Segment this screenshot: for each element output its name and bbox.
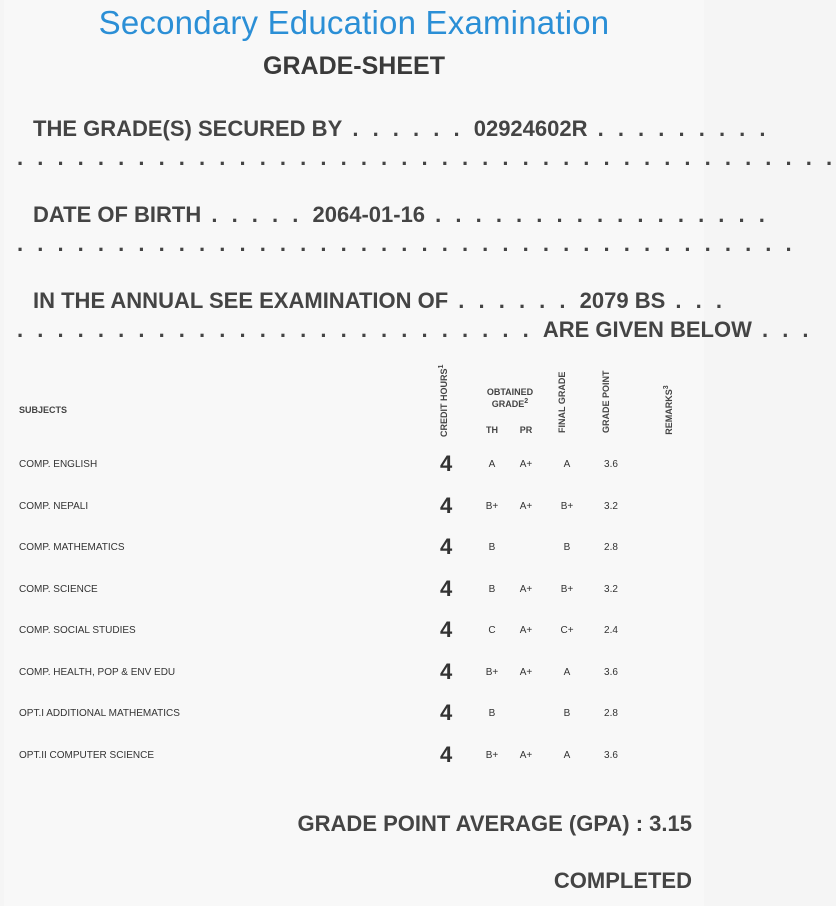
exam-label: IN THE ANNUAL SEE EXAMINATION OF <box>33 288 449 313</box>
exam-line: IN THE ANNUAL SEE EXAMINATION OF . . . . . . 2079 BS . . . <box>33 288 726 313</box>
th-grade-cell: B+ <box>485 666 499 678</box>
pr-grade-cell: A+ <box>519 666 533 678</box>
symbol-number: 02924602R <box>473 116 588 141</box>
subject-cell: OPT.I ADDITIONAL MATHEMATICS <box>19 708 180 719</box>
subjects-header: SUBJECTS <box>19 405 68 415</box>
credit-hours-cell: 4 <box>440 451 453 476</box>
pr-grade-cell: A+ <box>519 625 533 636</box>
subject-cell: COMP. SOCIAL STUDIES <box>19 625 136 636</box>
final-grade-cell: B+ <box>560 500 574 512</box>
secured-by-line: THE GRADE(S) SECURED BY . . . . . . 02924602R . . . . . . . . . <box>33 116 770 141</box>
given-below-text: ARE GIVEN BELOW <box>542 317 752 342</box>
gpa-label: GRADE POINT AVERAGE (GPA) : <box>297 811 644 836</box>
credit-hours-cell: 4 <box>440 617 453 642</box>
given-below-line: . . . . . . . . . . . . . . . . . . . . . . . . . . ARE GIVEN BELOW . . . <box>17 317 813 342</box>
subject-cell: COMP. ENGLISH <box>19 459 98 470</box>
th-grade-cell: B+ <box>485 500 499 512</box>
th-header: TH <box>486 425 498 435</box>
dob-label: DATE OF BIRTH <box>33 202 202 227</box>
grade-point-cell: 3.2 <box>604 583 618 595</box>
pr-grade-cell: A+ <box>519 583 533 595</box>
grade-point-cell: 3.6 <box>604 666 618 678</box>
credit-hours-cell: 4 <box>440 741 453 767</box>
grade-sheet-heading: GRADE-SHEET <box>263 52 445 80</box>
pr-header: PR <box>519 425 533 435</box>
table-row <box>0 576 708 604</box>
grade-point-cell: 2.8 <box>604 542 618 553</box>
th-grade-cell: B <box>488 708 496 719</box>
grade-point-cell: 3.6 <box>604 459 618 470</box>
credit-hours-cell: 4 <box>440 492 453 518</box>
obtained-grade-header: OBTAINED GRADE$^2$ <box>486 387 534 409</box>
dotted-filler: . . . . . . . . . . . . . . . . . . . . . . . . . . . . . . . . . . . . . . . . . <box>17 145 836 170</box>
table-row <box>0 534 708 562</box>
final-grade-cell: A <box>563 749 571 761</box>
th-grade-cell: A <box>488 459 496 470</box>
date-of-birth: 2064-01-16 <box>312 202 426 227</box>
th-grade-cell: B <box>488 583 496 595</box>
th-grade-cell: B+ <box>485 749 499 761</box>
credit-hours-header: CREDIT HOURS$^1$ <box>438 364 449 437</box>
final-grade-cell: B+ <box>560 583 574 595</box>
final-grade-header: FINAL GRADE <box>557 371 567 433</box>
final-grade-cell: B <box>563 542 571 553</box>
credit-hours-cell: 4 <box>440 700 453 725</box>
credit-hours-cell: 4 <box>440 534 453 559</box>
subject-cell: COMP. MATHEMATICS <box>19 542 125 553</box>
subject-cell: COMP. HEALTH, POP & ENV EDU <box>19 666 176 678</box>
grade-point-cell: 2.4 <box>604 625 618 636</box>
table-row <box>0 742 708 770</box>
gpa-line <box>298 811 692 837</box>
grade-point-cell: 3.6 <box>604 749 618 761</box>
table-row <box>0 451 708 479</box>
gpa-value: 3.15 <box>649 811 692 836</box>
pr-grade-cell: A+ <box>519 500 533 512</box>
credit-hours-cell: 4 <box>440 658 453 684</box>
table-row <box>0 700 708 728</box>
remarks-header: REMARKS$^3$ <box>663 385 674 435</box>
subject-cell: OPT.II COMPUTER SCIENCE <box>19 749 155 761</box>
exam-year: 2079 BS <box>579 288 666 313</box>
th-grade-cell: B <box>488 542 496 553</box>
table-row <box>0 493 708 521</box>
dob-line: DATE OF BIRTH . . . . . 2064-01-16 . . . . . . . . . . . . . . . . . <box>33 202 769 227</box>
exam-title: Secondary Education Examination <box>98 4 610 41</box>
grade-point-cell: 3.2 <box>604 500 618 512</box>
credit-hours-cell: 4 <box>440 575 453 601</box>
grade-point-header: GRADE POINT <box>601 370 611 433</box>
pr-grade-cell: A+ <box>519 749 533 761</box>
pr-grade-cell: A+ <box>519 459 533 470</box>
dotted-filler: . . . . . . . . . . . . . . . . . . . . . . . . . . . . . . . . . . . . . . . <box>17 231 796 256</box>
grade-point-cell: 2.8 <box>604 708 618 719</box>
subject-cell: COMP. NEPALI <box>19 500 89 512</box>
final-grade-cell: A <box>563 666 571 678</box>
final-grade-cell: B <box>563 708 571 719</box>
final-grade-cell: A <box>563 459 571 470</box>
secured-by-label: THE GRADE(S) SECURED BY <box>33 116 343 141</box>
table-row <box>0 617 708 645</box>
subject-cell: COMP. SCIENCE <box>19 583 98 595</box>
table-row <box>0 659 708 687</box>
final-grade-cell: C+ <box>560 625 574 636</box>
th-grade-cell: C <box>488 625 496 636</box>
status-text: COMPLETED <box>553 868 692 893</box>
